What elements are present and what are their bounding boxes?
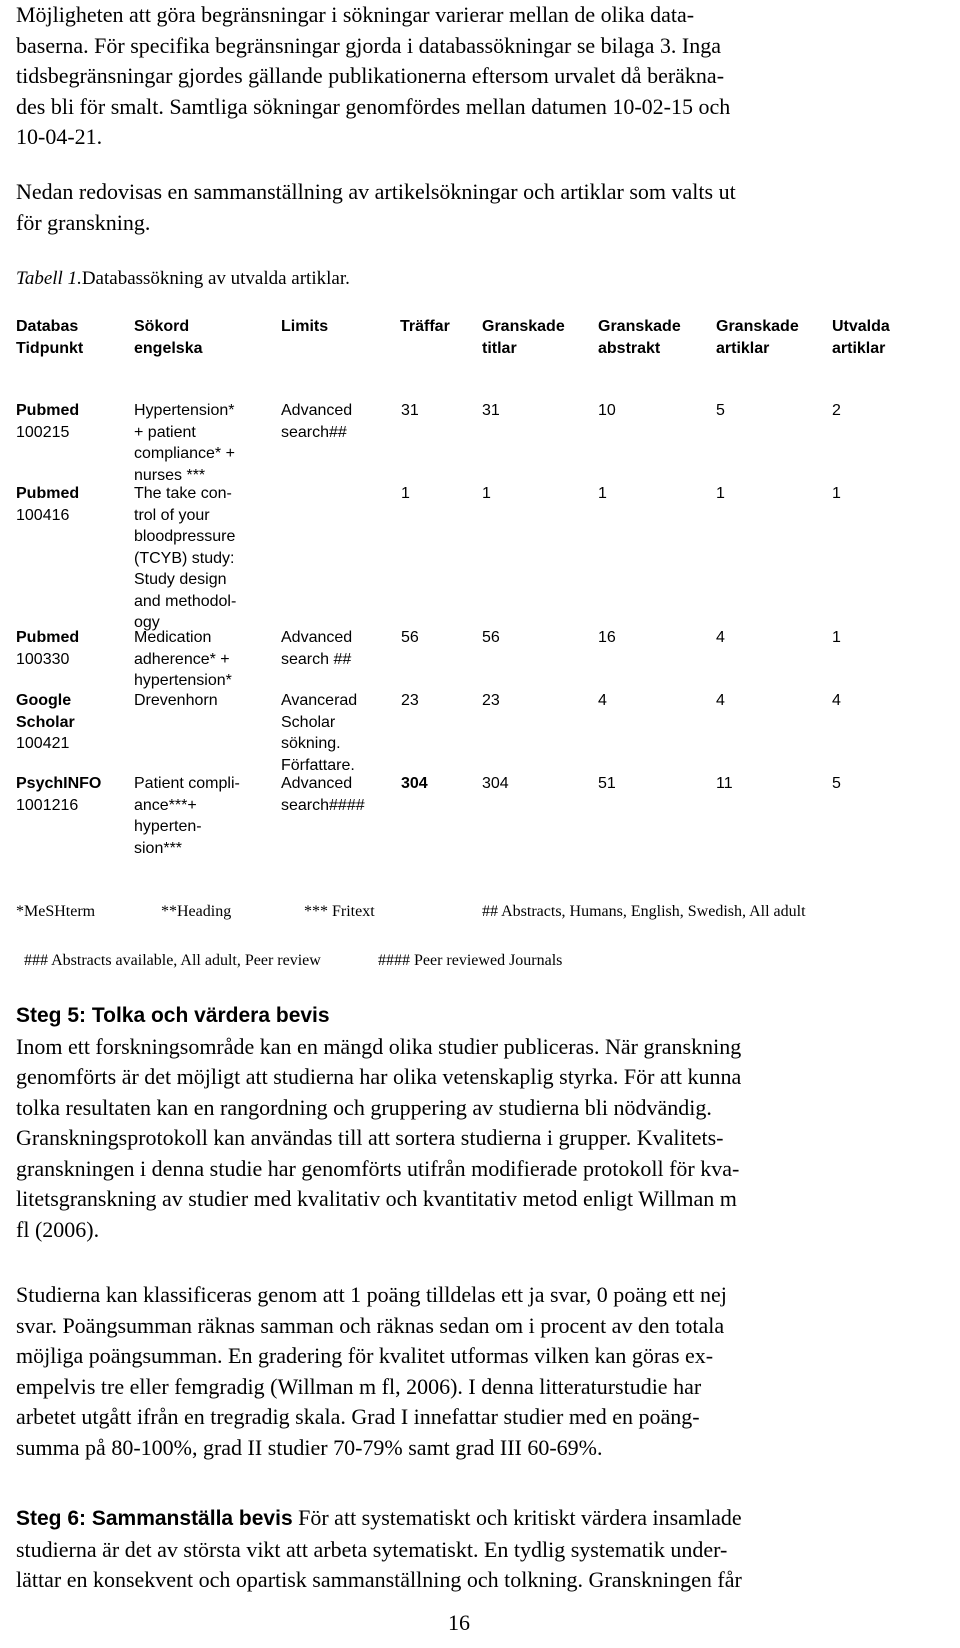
cell-terms bbox=[134, 400, 235, 486]
cell-hits: 304 bbox=[401, 775, 428, 792]
cell-hits: 31 bbox=[401, 402, 419, 419]
header-text: Granskade bbox=[716, 318, 799, 335]
header-text: abstrakt bbox=[598, 339, 661, 357]
header-databas bbox=[16, 316, 83, 359]
cell-terms bbox=[134, 773, 240, 859]
cell-text: bloodpressure bbox=[134, 528, 236, 545]
footnote-mesh: *MeSHterm bbox=[16, 903, 96, 920]
cell-text: nurses *** bbox=[134, 466, 206, 484]
header-text: Träffar bbox=[400, 318, 450, 335]
header-granskade-titlar bbox=[482, 316, 565, 359]
header-sokord bbox=[134, 316, 202, 359]
cell-text: Study design bbox=[134, 571, 227, 588]
step5-line: genomförts är det möjligt att studierna har olika vetenskaplig styrka. För att kunna bbox=[16, 1064, 742, 1089]
cell-abstracts: 1 bbox=[598, 485, 607, 502]
cell-text: Hypertension* bbox=[134, 402, 235, 419]
cell-abstracts: 4 bbox=[598, 692, 607, 709]
step6-line: lättar en konsekvent och opartisk sammanställning och tolkning. Granskningen får bbox=[16, 1567, 742, 1592]
cell-text: + patient bbox=[134, 423, 196, 441]
caption-label: Tabell 1. bbox=[16, 268, 82, 289]
header-text: engelska bbox=[134, 339, 203, 357]
cell-text: sion*** bbox=[134, 839, 183, 857]
step5-line: summa på 80-100%, grad II studier 70-79% samt grad III 60-69%. bbox=[16, 1434, 603, 1460]
cell-text: Avancerad bbox=[281, 692, 358, 709]
cell-hits: 1 bbox=[401, 485, 410, 502]
cell-database bbox=[16, 483, 79, 526]
cell-text: Scholar bbox=[16, 713, 75, 731]
header-text: Utvalda bbox=[832, 318, 890, 335]
cell-text: Scholar bbox=[281, 713, 336, 731]
header-text: artiklar bbox=[716, 339, 770, 357]
header-granskade-abstrakt bbox=[598, 316, 681, 359]
cell-text: Patient compli- bbox=[134, 775, 240, 792]
cell-database bbox=[16, 400, 79, 443]
cell-text: adherence* + bbox=[134, 650, 230, 668]
cell-text: 100215 bbox=[16, 423, 70, 441]
cell-titles: 23 bbox=[482, 692, 500, 709]
cell-terms bbox=[134, 690, 218, 712]
cell-titles: 31 bbox=[482, 402, 500, 419]
step5-line: empelvis tre eller femgradig (Willman m fl, 2006). I denna litteraturstudie har bbox=[16, 1373, 702, 1399]
header-text: artiklar bbox=[832, 339, 886, 357]
header-text: Granskade bbox=[598, 318, 681, 335]
header-utvalda-artiklar bbox=[832, 316, 890, 359]
cell-text: ogy bbox=[134, 614, 160, 631]
cell-database bbox=[16, 627, 79, 670]
cell-text: search ## bbox=[281, 650, 352, 668]
footnote-limits2: ### Abstracts available, All adult, Peer review bbox=[24, 952, 321, 969]
header-text: Databas bbox=[16, 318, 79, 335]
step5-line: litetsgranskning av studier med kvalitativ och kvantitativ metod enligt Willman m bbox=[16, 1186, 737, 1211]
cell-text: compliance* + bbox=[134, 445, 235, 462]
cell-articles: 4 bbox=[716, 629, 725, 646]
cell-articles: 4 bbox=[716, 692, 725, 709]
header-text: Sökord bbox=[134, 318, 190, 335]
cell-abstracts: 51 bbox=[598, 775, 616, 792]
step5-line: möjliga poängsumman. En gradering för kvalitet utformas vilken kan göras ex- bbox=[16, 1343, 714, 1368]
intro-paragraph bbox=[16, 0, 946, 153]
cell-text: Advanced bbox=[281, 629, 353, 646]
cell-articles: 11 bbox=[716, 775, 733, 792]
footnote-limits3: #### Peer reviewed Journals bbox=[378, 952, 563, 969]
cell-selected: 1 bbox=[832, 629, 841, 646]
step5-paragraph-2 bbox=[16, 1280, 946, 1463]
cell-limits bbox=[281, 773, 365, 816]
cell-text: hyperten- bbox=[134, 818, 202, 835]
summary-line: för granskning. bbox=[16, 209, 151, 235]
cell-selected: 1 bbox=[832, 485, 841, 502]
cell-selected: 4 bbox=[832, 692, 841, 709]
cell-articles: 1 bbox=[716, 485, 725, 502]
cell-text: Pubmed bbox=[16, 629, 80, 646]
cell-hits: 56 bbox=[401, 629, 419, 646]
cell-titles: 1 bbox=[482, 485, 491, 502]
footnote-fritext: *** Fritext bbox=[304, 903, 375, 920]
cell-text: Medication bbox=[134, 629, 212, 646]
header-text: titlar bbox=[482, 339, 517, 357]
step6-section bbox=[16, 1503, 946, 1596]
header-text: Tidpunkt bbox=[16, 339, 84, 357]
summary-line: Nedan redovisas en sammanställning av artikelsökningar och artiklar som valts ut bbox=[16, 179, 736, 204]
cell-text: Författare. bbox=[281, 756, 355, 774]
step6-heading: Steg 6: Sammanställa bevis bbox=[16, 1507, 293, 1530]
cell-selected: 2 bbox=[832, 402, 841, 419]
cell-text: Advanced bbox=[281, 402, 353, 419]
cell-terms bbox=[134, 627, 232, 692]
cell-text: Google bbox=[16, 692, 72, 709]
cell-selected: 5 bbox=[832, 775, 841, 792]
cell-text: search## bbox=[281, 423, 347, 441]
header-text: Granskade bbox=[482, 318, 565, 335]
intro-line: Möjligheten att göra begränsningar i sökningar varierar mellan de olika data- bbox=[16, 2, 695, 27]
cell-database bbox=[16, 690, 75, 755]
cell-terms bbox=[134, 483, 236, 634]
cell-limits bbox=[281, 627, 352, 670]
caption-text: Databassökning av utvalda artiklar. bbox=[81, 268, 350, 289]
cell-hits: 23 bbox=[401, 692, 419, 709]
cell-database bbox=[16, 773, 101, 816]
step5-line: arbetet utgått ifrån en tregradig skala. Grad I innefattar studier med en poäng- bbox=[16, 1404, 700, 1429]
cell-titles: 56 bbox=[482, 629, 500, 646]
cell-text: search#### bbox=[281, 796, 365, 814]
cell-text: and methodol- bbox=[134, 592, 237, 610]
step5-line: svar. Poängsumman räknas samman och räknas sedan om i procent av den totala bbox=[16, 1312, 725, 1338]
cell-titles: 304 bbox=[482, 775, 509, 792]
header-text: Limits bbox=[281, 318, 329, 335]
cell-text: Advanced bbox=[281, 775, 353, 792]
cell-text: (TCYB) study: bbox=[134, 549, 235, 567]
cell-text: Drevenhorn bbox=[134, 692, 218, 709]
step5-section bbox=[16, 1001, 946, 1245]
cell-text: Pubmed bbox=[16, 485, 80, 502]
cell-limits bbox=[281, 400, 352, 443]
step5-line: Granskningsprotokoll kan användas till att sortera studierna i grupper. Kvalitets- bbox=[16, 1125, 724, 1150]
cell-text: PsychINFO bbox=[16, 775, 102, 792]
header-limits bbox=[281, 316, 328, 338]
cell-limits bbox=[281, 690, 357, 776]
step6-first-line bbox=[16, 1503, 946, 1535]
footnote-limits1: ## Abstracts, Humans, English, Swedish, All adult bbox=[482, 903, 806, 920]
step5-line: Studierna kan klassificeras genom att 1 poäng tilldelas ett ja svar, 0 poäng ett nej bbox=[16, 1282, 727, 1307]
cell-abstracts: 10 bbox=[598, 402, 616, 419]
intro-line: des bli för smalt. Samtliga sökningar genomfördes mellan datumen 10-02-15 och bbox=[16, 93, 731, 119]
cell-text: 100421 bbox=[16, 735, 70, 752]
step5-line: granskningen i denna studie har genomförts utifrån modifierade protokoll för kva- bbox=[16, 1155, 740, 1181]
footnote-heading: **Heading bbox=[161, 903, 232, 920]
step5-heading: Steg 5: Tolka och värdera bevis bbox=[16, 1004, 330, 1027]
table-caption bbox=[16, 268, 350, 290]
cell-abstracts: 16 bbox=[598, 629, 616, 646]
cell-text: sökning. bbox=[281, 735, 341, 752]
cell-text: Pubmed bbox=[16, 402, 80, 419]
step6-line: studierna är det av största vikt att arbeta sytematiskt. En tydlig systematik under- bbox=[16, 1536, 728, 1562]
cell-text: 100330 bbox=[16, 650, 70, 668]
step5-line: Inom ett forskningsområde kan en mängd olika studier publiceras. När granskning bbox=[16, 1033, 742, 1059]
step5-line: tolka resultaten kan en rangordning och gruppering av studierna bli nödvändig. bbox=[16, 1094, 712, 1120]
page-number: 16 bbox=[448, 1610, 470, 1635]
header-traffar bbox=[400, 316, 450, 338]
step6-line-rest: För att systematiskt och kritiskt värdera insamlade bbox=[292, 1505, 742, 1530]
intro-line: 10-04-21. bbox=[16, 124, 103, 149]
summary-paragraph bbox=[16, 177, 946, 238]
header-granskade-artiklar bbox=[716, 316, 799, 359]
cell-text: The take con- bbox=[134, 485, 232, 502]
cell-text: 1001216 bbox=[16, 796, 79, 814]
cell-text: hypertension* bbox=[134, 672, 232, 689]
cell-text: 100416 bbox=[16, 506, 70, 524]
cell-text: trol of your bbox=[134, 506, 210, 524]
cell-articles: 5 bbox=[716, 402, 725, 419]
intro-line: baserna. För specifika begränsningar gjorda i databassökningar se bilaga 3. Inga bbox=[16, 32, 721, 58]
step5-line: fl (2006). bbox=[16, 1216, 100, 1242]
cell-text: ance***+ bbox=[134, 796, 197, 814]
intro-line: tidsbegränsningar gjordes gällande publikationerna eftersom urvalet då beräkna- bbox=[16, 63, 725, 88]
